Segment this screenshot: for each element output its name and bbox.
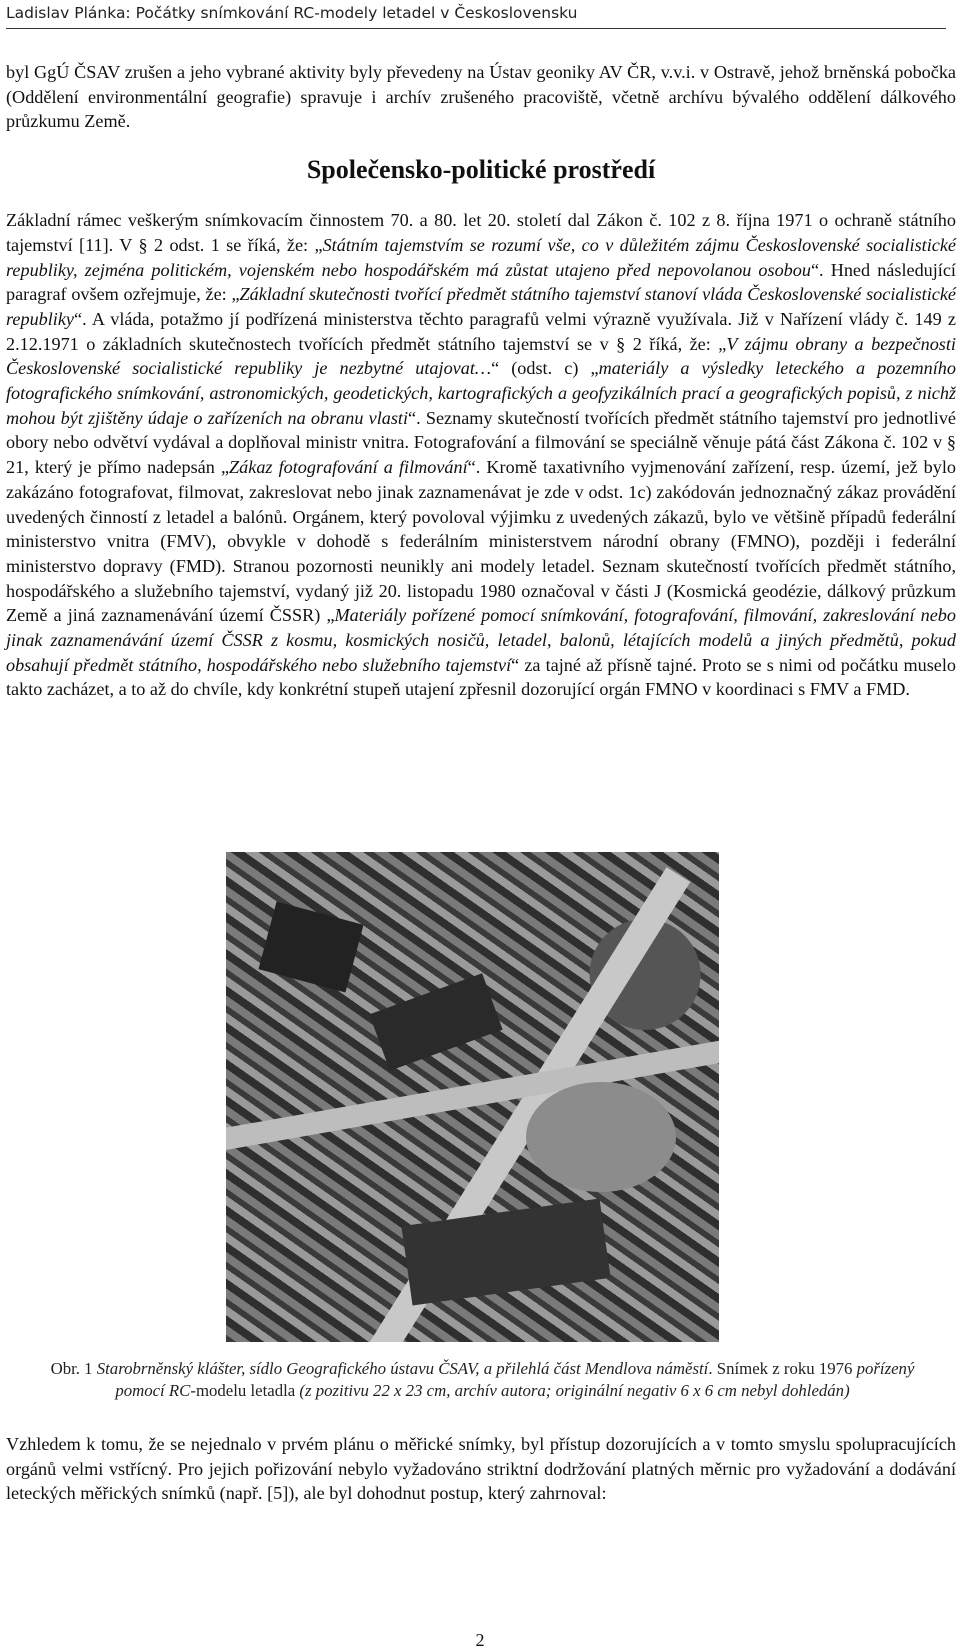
photo-building <box>401 1198 610 1305</box>
caption-text: . Snímek z roku 1976 <box>708 1359 857 1378</box>
page-number: 2 <box>475 1630 485 1650</box>
italic-quote: Státním tajemstvím se rozumí vše, co v důležitém zájmu Československé socialistické republiky, zejména politickém, vojenském nebo hospodářském má zůstat utajeno před nepovolanou osobou <box>6 234 957 280</box>
section-title: Společensko-politické prostředí <box>306 155 656 185</box>
page-body <box>6 60 956 702</box>
caption-italic: Starobrněnský klášter, sídlo Geografického ústavu ČSAV, a přilehlá část Mendlova náměstí <box>96 1359 709 1378</box>
text-run: “ (odst. c) „ <box>491 358 599 379</box>
caption-italic: (z pozitivu 22 x 23 cm, archív autora; originální negativ 6 x 6 cm nebyl dohledán) <box>299 1381 850 1400</box>
photo-building <box>258 902 363 993</box>
text-run: “. Seznamy skutečností tvořících předmět státního tajemství pro jednotlivé obory nebo odvětví vydával a doplňoval ministr vnitra. Fotografování a filmování se speciálně věnuje pátá část Zákona č. 102 v § 21, který je přímo nadepsán „ <box>6 407 956 478</box>
text-run: “. Hned následující paragraf ovšem ozřejmuje, že: „ <box>6 259 956 305</box>
aerial-photo <box>226 852 719 1342</box>
closing-section <box>6 1432 956 1506</box>
text-run: “. A vláda, potažmo jí podřízená ministerstva těchto paragrafů velmi výrazně využívala. Již v Nařízení vlády č. 149 z 2.12.1971 o základních skutečnostech tvořících předmět státního tajemství se v § 2 říká, že: „ <box>6 308 956 354</box>
photo-building <box>369 973 502 1070</box>
body-paragraph <box>6 208 956 702</box>
italic-quote: Základní skutečnosti tvořící předmět státního tajemství stanoví vláda Československé socialistické republiky <box>6 284 956 329</box>
caption-label: Obr. 1 <box>50 1359 97 1378</box>
text-run: “ za tajné až přísně tajné. Proto se s nimi od počátku muselo takto zacházet, a to až do chvíle, kdy konkrétní stupeň utajení zpřesnil dozorující orgán FMNO v koordinaci s FMV a FMD. <box>6 654 956 700</box>
caption-italic: pořízený pomocí RC <box>115 1359 915 1400</box>
italic-quote: Zákaz fotografování a filmování <box>229 457 468 478</box>
intro-paragraph: byl GgÚ ČSAV zrušen a jeho vybrané aktivity byly převedeny na Ústav geoniky AV ČR, v.v.i. v Ostravě, jehož brněnská pobočka (Oddělení environmentální geografie) spravuje i archív zrušeného pracoviště, včetně archívu bývalého oddělení dálkového průzkumu Země. <box>6 62 956 132</box>
italic-quote: materiály a výsledky leteckého a pozemního fotografického snímkování, astronomických, geodetických, kartografických a geofyzikálních prací a geografických popisů, z nichž mohou být zjištěny údaje o zařízeních na obranu vlasti <box>6 358 956 428</box>
photo-park <box>526 1082 676 1192</box>
italic-quote: Materiály pořízené pomocí snímkování, fotografování, filmování, zakreslování nebo jinak zaznamenávání území ČSSR z kosmu, kosmických nosičů, letadel, balonů, létajících modelů a jiných předmětů, pokud obsahují předmět státního, hospodářského nebo služebního tajemství <box>6 605 956 675</box>
text-run: Základní rámec veškerým snímkovacím činnostem 70. a 80. let 20. století dal Zákon č. 102 z 8. října 1971 o ochraně státního tajemství [11]. V § 2 odst. 1 se říká, že: „ <box>6 210 956 255</box>
italic-quote: V zájmu obrany a bezpečnosti Československé socialistické republiky je nezbytné utajovat… <box>6 333 956 379</box>
running-header: Ladislav Plánka: Počátky snímkování RC-modely letadel v Československu <box>6 4 946 29</box>
text-run: “. Kromě taxativního vyjmenování zařízení, resp. území, jež bylo zakázáno fotografovat, filmovat, zakreslovat nebo jinak zaznamenávat je zde v odst. 1c) zakódován jednoznačný zákaz provádění uvedených činností z letadel a balónů. Orgánem, který povoloval výjimku z uvedených zákazů, bylo ve většině případů federální ministerstvo vnitra (FMV), obvykle v dohodě s federálním ministerstvem národní obrany (FMNO), později i federální ministerstvo dopravy (FMD). Stranou pozornosti neunikly ani modely letadel. Seznam skutečností tvořících předmět státního, hospodářského a služebního tajemství, vydaný již 20. listopadu 1980 označoval v části J (Kosmická geodézie, dálkový průzkum Země a jiná zaznamenávání území ČSSR) „ <box>6 457 957 626</box>
closing-paragraph: Vzhledem k tomu, že se nejednalo v prvém plánu o měřické snímky, byl přístup dozorujících a v tomto smyslu spolupracujících orgánů velmi vstřícný. Pro jejich pořizování nebylo vyžadováno striktní dodržování platných měrnic pro vyžadování a dodávání leteckých měřických snímků (např. [5]), ale byl dohodnut postup, který zahrnoval: <box>6 1434 956 1504</box>
figure-caption <box>30 1358 935 1402</box>
caption-text: -modelu letadla <box>190 1381 300 1400</box>
